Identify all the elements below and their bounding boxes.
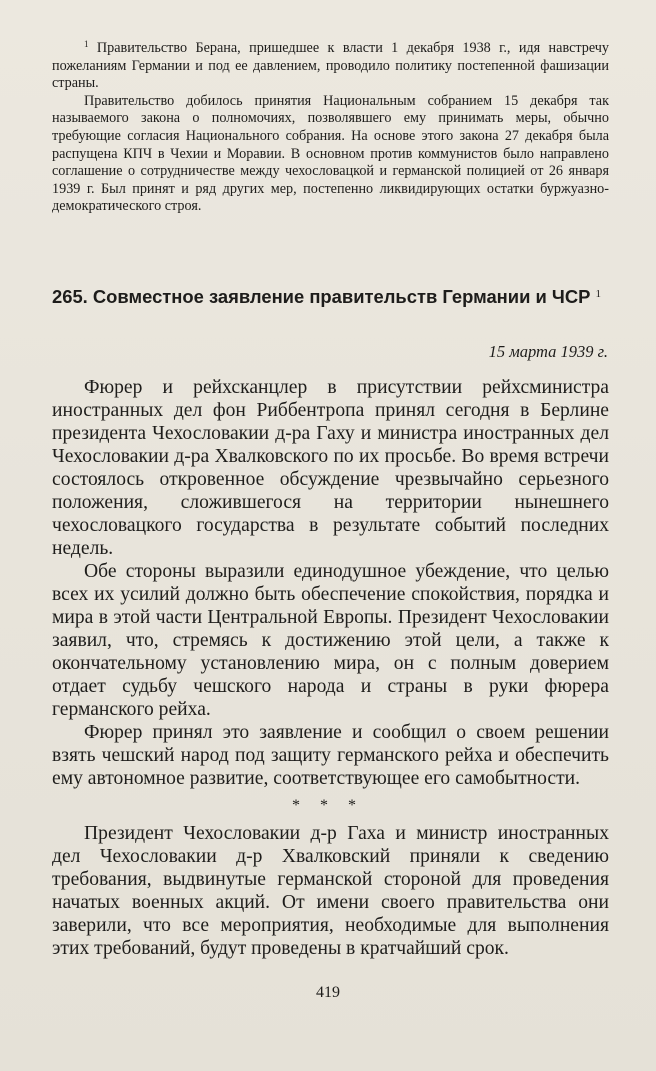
footnote-1-marker: 1: [84, 39, 89, 49]
document-heading-text: 265. Совместное заявление правительств Германии и ЧСР: [52, 286, 591, 307]
body-paragraph-3: Фюрер принял это заявление и сообщил о своем решении взять чешский народ под защиту германского рейха и обеспечить ему автономное развитие, соответствующее его самобытности.: [52, 722, 609, 789]
body-paragraph-1: Фюрер и рейхсканцлер в присутствии рейхсминистра иностранных дел фон Риббентропа принял сегодня в Берлине президента Чехословакии д-ра Гаху и министра иностранных дел Чехословакии д-ра Хвалковского по их просьбе. Во время встречи состоялось откровенное обсуждение чрезвычайно серьезного положения, сложившегося на территории нынешнего чехословацкого государства в результате событий последних недель.: [52, 377, 609, 559]
footnotes-block: [52, 40, 609, 216]
section-separator: * * *: [292, 797, 364, 814]
body-paragraph-2: Обе стороны выразили единодушное убеждение, что целью всех их усилий должно быть обеспечение спокойствия, порядка и мира в этой части Центральной Европы. Президент Чехословакии заявил, что, стремясь к достижению этой цели, а также к окончательному установлению мира, он с полным доверием отдает судьбу чешского народа и страны в руки фюрера германского рейха.: [52, 561, 609, 720]
document-date: 15 марта 1939 г.: [488, 342, 608, 361]
document-heading-marker: 1: [595, 288, 602, 300]
footnote-1-continuation: Правительство добилось принятия Национальным собранием 15 декабря так называемого закона о полномочиях, позволявшего ему принимать меры, обычно требующие согласия Национального собрания. На основе этого закона 27 декабря была распущена КПЧ в Чехии и Моравии. В основном против коммунистов было направлено соглашение о сотрудничестве между чехословацкой и германской полицией от 26 января 1939 г. Был принят и ряд других мер, постепенно ликвидирующих остатки буржуазно-демократического строя.: [52, 92, 609, 215]
footnote-1-text: Правительство Берана, пришедшее к власти 1 декабря 1938 г., идя навстречу пожеланиям Германии и под ее давлением, проводило политику постепенной фашизации страны.: [52, 40, 610, 92]
footnote-1: [52, 40, 609, 93]
page-number: 419: [316, 984, 340, 1001]
document-body: [52, 376, 609, 790]
closing-paragraph: Президент Чехословакии д-р Гаха и министр иностранных дел Чехословакии д-р Хвалковский приняли к сведению требования, выдвинутые германской стороной для проведения начатых военных акций. От имени своего правительства они заверили, что все мероприятия, необходимые для выполнения этих требований, будут проведены в кратчайший срок.: [52, 823, 609, 959]
document-closing: [52, 822, 609, 960]
document-heading: [52, 286, 612, 308]
